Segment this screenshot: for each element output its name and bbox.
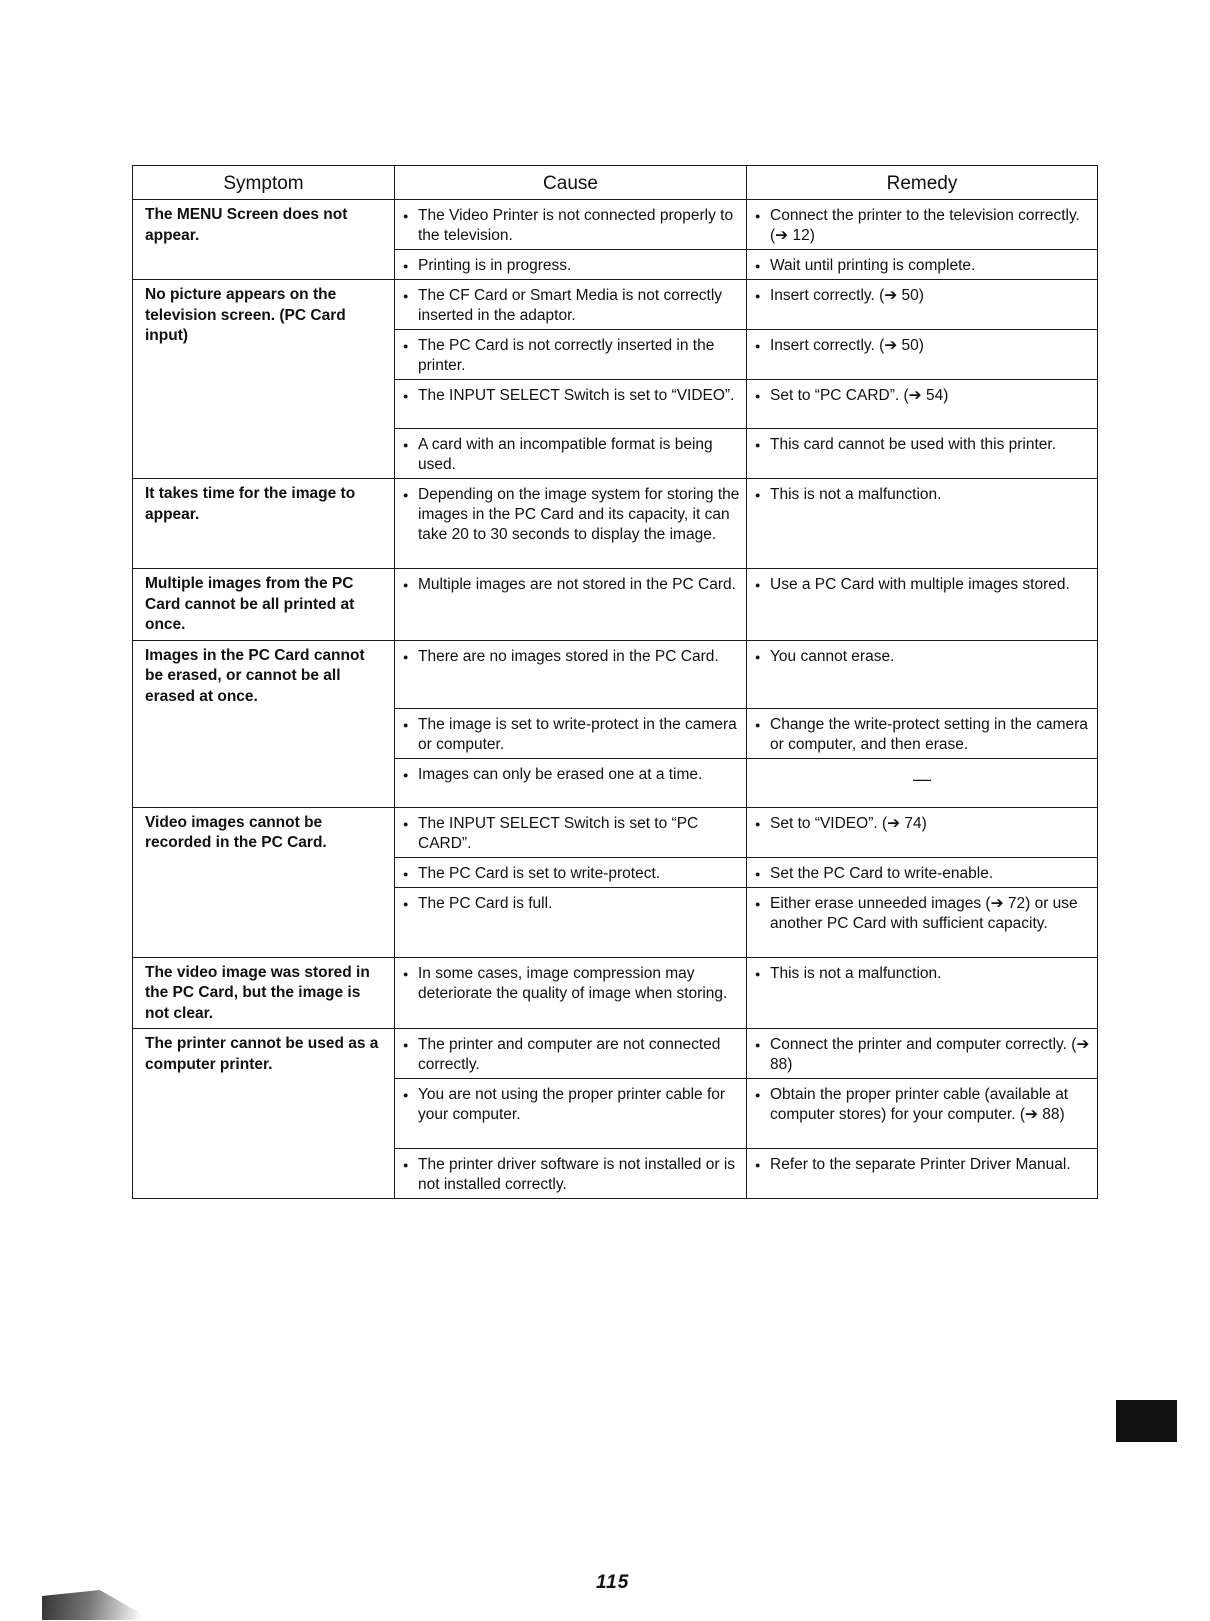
symptom-cell: The printer cannot be used as a computer printer.	[133, 1029, 395, 1199]
cause-cell	[395, 758, 747, 807]
cause-text: ● The printer driver software is not installed or is not installed correctly.	[403, 1155, 740, 1195]
remedy-cell	[747, 250, 1098, 280]
cause-text: ● Images can only be erased one at a time.	[403, 765, 740, 785]
header-symptom: Symptom	[133, 166, 395, 200]
table-row	[133, 280, 1098, 330]
remedy-text: ● Set to “PC CARD”. (➔ 54)	[755, 386, 1091, 406]
remedy-cell	[747, 807, 1098, 857]
cause-text: ● You are not using the proper printer cable for your computer.	[403, 1085, 740, 1125]
table-row	[133, 479, 1098, 569]
cause-cell	[395, 887, 747, 957]
cause-text: ● A card with an incompatible format is being used.	[403, 435, 740, 475]
cause-text: ● The INPUT SELECT Switch is set to “VIDEO”.	[403, 386, 740, 406]
header-remedy: Remedy	[747, 166, 1098, 200]
remedy-cell	[747, 200, 1098, 250]
cause-cell	[395, 280, 747, 330]
cause-text: ● The PC Card is full.	[403, 894, 740, 914]
cause-text: ● The PC Card is set to write-protect.	[403, 864, 740, 884]
symptom-cell: The video image was stored in the PC Card, but the image is not clear.	[133, 957, 395, 1029]
symptom-cell: Images in the PC Card cannot be erased, or cannot be all erased at once.	[133, 640, 395, 807]
remedy-text: ● This card cannot be used with this printer.	[755, 435, 1091, 455]
remedy-cell	[747, 708, 1098, 758]
cause-cell	[395, 1149, 747, 1199]
cause-text: ● There are no images stored in the PC Card.	[403, 647, 740, 667]
cause-cell	[395, 200, 747, 250]
remedy-cell	[747, 569, 1098, 641]
remedy-text: ● You cannot erase.	[755, 647, 1091, 667]
remedy-text: ● Set to “VIDEO”. (➔ 74)	[755, 814, 1091, 834]
symptom-cell: The MENU Screen does not appear.	[133, 200, 395, 280]
troubleshooting-table	[132, 165, 1098, 1199]
remedy-text: ● Use a PC Card with multiple images stored.	[755, 575, 1091, 595]
cause-cell	[395, 250, 747, 280]
header-cause: Cause	[395, 166, 747, 200]
cause-text: ● The INPUT SELECT Switch is set to “PC CARD”.	[403, 814, 740, 854]
scan-artifact	[42, 1590, 147, 1620]
cause-text: ● In some cases, image compression may deteriorate the quality of image when storing.	[403, 964, 740, 1004]
remedy-cell	[747, 1149, 1098, 1199]
remedy-text: ● Connect the printer to the television correctly. (➔ 12)	[755, 206, 1091, 246]
remedy-cell	[747, 479, 1098, 569]
cause-cell	[395, 1029, 747, 1079]
table-row	[133, 200, 1098, 250]
table-row	[133, 569, 1098, 641]
remedy-text: ● Either erase unneeded images (➔ 72) or use another PC Card with sufficient capacity.	[755, 894, 1091, 934]
cause-text: ● Printing is in progress.	[403, 256, 740, 276]
remedy-cell	[747, 957, 1098, 1029]
table-row	[133, 957, 1098, 1029]
cause-cell	[395, 807, 747, 857]
cause-text: ● The CF Card or Smart Media is not correctly inserted in the adaptor.	[403, 286, 740, 326]
remedy-cell	[747, 380, 1098, 429]
header-row	[133, 166, 1098, 200]
cause-cell	[395, 330, 747, 380]
table-row	[133, 640, 1098, 708]
remedy-text: ● This is not a malfunction.	[755, 485, 1091, 505]
remedy-dash: —	[913, 768, 931, 789]
remedy-cell	[747, 1079, 1098, 1149]
remedy-text: ● Insert correctly. (➔ 50)	[755, 286, 1091, 306]
remedy-cell	[747, 887, 1098, 957]
page-number: 115	[596, 1572, 630, 1593]
cause-cell	[395, 708, 747, 758]
remedy-text: ● Connect the printer and computer correctly. (➔ 88)	[755, 1035, 1091, 1075]
remedy-text: ● Insert correctly. (➔ 50)	[755, 336, 1091, 356]
remedy-cell	[747, 429, 1098, 479]
symptom-cell: It takes time for the image to appear.	[133, 479, 395, 569]
remedy-cell	[747, 758, 1098, 807]
cause-text: ● The PC Card is not correctly inserted in the printer.	[403, 336, 740, 376]
cause-cell	[395, 380, 747, 429]
remedy-text: ● Refer to the separate Printer Driver Manual.	[755, 1155, 1091, 1175]
cause-text: ● The Video Printer is not connected properly to the television.	[403, 206, 740, 246]
table-row	[133, 1029, 1098, 1079]
cause-cell	[395, 857, 747, 887]
cause-text: ● The image is set to write-protect in the camera or computer.	[403, 715, 740, 755]
side-tab-marker	[1116, 1400, 1177, 1442]
remedy-cell	[747, 1029, 1098, 1079]
cause-cell	[395, 479, 747, 569]
symptom-cell: No picture appears on the television screen. (PC Card input)	[133, 280, 395, 479]
remedy-text: ● Set the PC Card to write-enable.	[755, 864, 1091, 884]
remedy-text: ● This is not a malfunction.	[755, 964, 1091, 984]
remedy-text: ● Wait until printing is complete.	[755, 256, 1091, 276]
cause-cell	[395, 429, 747, 479]
symptom-cell: Multiple images from the PC Card cannot be all printed at once.	[133, 569, 395, 641]
remedy-cell	[747, 857, 1098, 887]
cause-cell	[395, 957, 747, 1029]
remedy-text: ● Change the write-protect setting in the camera or computer, and then erase.	[755, 715, 1091, 755]
cause-text: ● Depending on the image system for storing the images in the PC Card and its capacity, it can take 20 to 30 seconds to display the image.	[403, 485, 740, 545]
symptom-cell: Video images cannot be recorded in the PC Card.	[133, 807, 395, 957]
cause-text: ● The printer and computer are not connected correctly.	[403, 1035, 740, 1075]
cause-cell	[395, 1079, 747, 1149]
cause-cell	[395, 640, 747, 708]
remedy-cell	[747, 330, 1098, 380]
cause-cell	[395, 569, 747, 641]
remedy-cell	[747, 280, 1098, 330]
cause-text: ● Multiple images are not stored in the PC Card.	[403, 575, 740, 595]
remedy-text: ● Obtain the proper printer cable (available at computer stores) for your computer. (➔ 88)	[755, 1085, 1091, 1125]
remedy-cell	[747, 640, 1098, 708]
table-row	[133, 807, 1098, 857]
